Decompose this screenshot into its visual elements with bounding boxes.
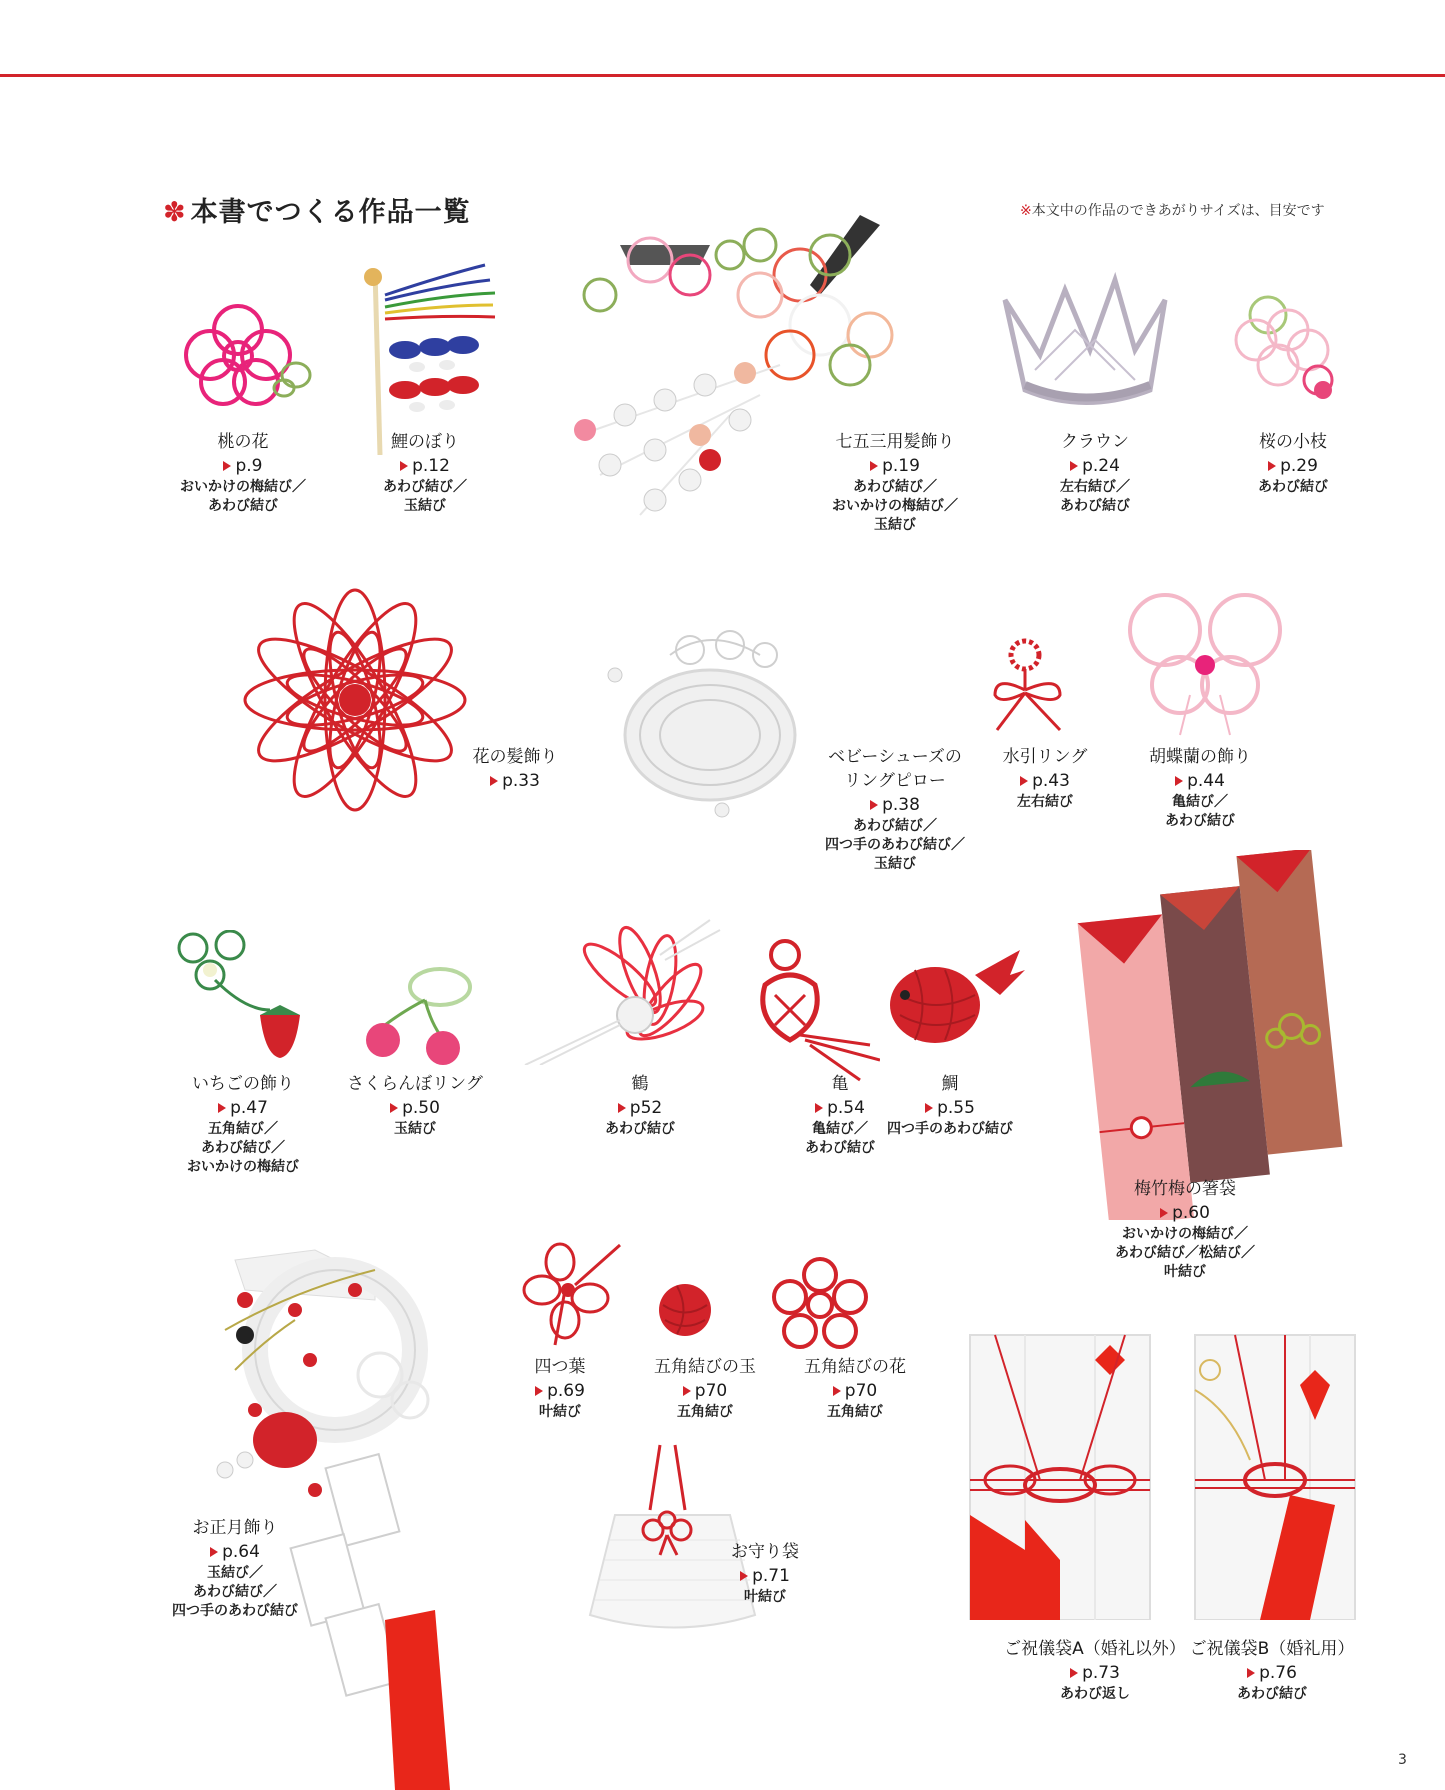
work-name: 桃の花 <box>217 432 269 452</box>
work-caption <box>1075 1177 1295 1282</box>
knot-type: あわび結び／ <box>201 1140 285 1156</box>
page-reference-text: p.60 <box>1172 1203 1210 1223</box>
knot-type: あわび結び <box>605 1121 675 1137</box>
triangle-right-icon <box>683 1386 691 1396</box>
page-reference-text: p.43 <box>1032 771 1070 791</box>
work-name: ご祝儀袋A（婚礼以外） <box>1004 1639 1186 1659</box>
work-caption <box>655 1540 875 1607</box>
knot-type: 亀結び／ <box>1172 794 1228 810</box>
page-reference-text: p.24 <box>1082 456 1120 476</box>
knot-type: あわび返し <box>1060 1686 1130 1702</box>
work-name: 五角結びの花 <box>804 1357 906 1377</box>
work-name: お守り袋 <box>731 1542 799 1562</box>
crown-photo <box>995 270 1175 420</box>
hashibukuro-photo <box>1070 850 1350 1220</box>
kame-photo <box>730 935 880 1085</box>
work-name: 四つ葉 <box>534 1357 586 1377</box>
work-name: お正月飾り <box>192 1518 278 1538</box>
tsuru-photo <box>520 915 730 1065</box>
page-reference-text: p70 <box>694 1381 728 1401</box>
knot-type: あわび結び／ <box>383 479 467 495</box>
knot-type: 叶結び <box>744 1589 786 1605</box>
page-reference[interactable] <box>530 1096 750 1120</box>
knot-type: 叶結び <box>1164 1264 1206 1280</box>
knot-type: 四つ手のあわび結び／ <box>825 837 965 853</box>
triangle-right-icon <box>815 1103 823 1113</box>
triangle-right-icon <box>618 1103 626 1113</box>
work-name: 胡蝶蘭の飾り <box>1149 747 1251 767</box>
triangle-right-icon <box>390 1103 398 1113</box>
work-caption <box>1162 1637 1382 1704</box>
page-title-text: 本書でつくる作品一覧 <box>190 197 471 228</box>
knot-type: 亀結び／ <box>812 1121 868 1137</box>
ichigo-photo <box>175 930 325 1060</box>
page-reference-text: p.54 <box>827 1098 865 1118</box>
triangle-right-icon <box>400 461 408 471</box>
tai-photo <box>880 945 1030 1055</box>
page-reference[interactable] <box>745 1379 965 1403</box>
knot-type: 四つ手のあわび結び <box>172 1603 298 1619</box>
gokaku-tama-photo <box>655 1280 715 1340</box>
work-name: 鶴 <box>631 1074 649 1094</box>
knot-type: あわび結び <box>208 498 278 514</box>
triangle-right-icon <box>490 776 498 786</box>
triangle-right-icon <box>218 1103 226 1113</box>
knot-type: あわび結び <box>805 1140 875 1156</box>
momo-no-hana-photo <box>178 300 318 410</box>
flower-icon: ✽ <box>163 197 187 228</box>
knot-type: 左右結び <box>1017 794 1073 810</box>
page-reference-text: p.33 <box>502 771 540 791</box>
page-reference-text: p.38 <box>882 795 920 815</box>
yotsuba-photo <box>520 1240 630 1350</box>
page-reference[interactable] <box>985 454 1205 478</box>
work-caption <box>315 430 535 516</box>
work-name: 亀 <box>831 1074 849 1094</box>
page-reference[interactable] <box>655 1564 875 1588</box>
top-rule <box>0 74 1445 77</box>
work-name: 桜の小枝 <box>1259 432 1327 452</box>
knot-type: 五角結び <box>827 1404 883 1420</box>
page-reference[interactable] <box>405 769 625 793</box>
page-reference-text: p52 <box>629 1098 663 1118</box>
knot-type: 左右結び／ <box>1060 479 1130 495</box>
note-mark: ※ <box>1020 203 1032 219</box>
mizuhiki-ring-photo <box>975 635 1095 735</box>
triangle-right-icon <box>1020 776 1028 786</box>
page-reference[interactable] <box>785 454 1005 478</box>
knot-type: おいかけの梅結び／ <box>180 479 306 495</box>
knot-type: 叶結び <box>539 1404 581 1420</box>
work-name: 鯛 <box>941 1074 959 1094</box>
knot-type: 玉結び <box>874 856 916 872</box>
page-reference[interactable] <box>1162 1661 1382 1685</box>
work-name: 水引リング <box>1002 747 1088 767</box>
page-reference-text: p.50 <box>402 1098 440 1118</box>
goshugibukuro-a-photo <box>965 1330 1155 1620</box>
page-reference[interactable] <box>305 1096 525 1120</box>
knot-type: おいかけの梅結び <box>187 1159 299 1175</box>
page-reference[interactable] <box>315 454 535 478</box>
triangle-right-icon <box>870 461 878 471</box>
triangle-right-icon <box>210 1547 218 1557</box>
work-caption <box>125 1516 345 1621</box>
knot-type: あわび結び <box>1060 498 1130 514</box>
work-name: 梅竹梅の箸袋 <box>1134 1179 1236 1199</box>
triangle-right-icon <box>740 1571 748 1581</box>
triangle-right-icon <box>223 461 231 471</box>
page-reference-text: p.71 <box>752 1566 790 1586</box>
page-reference-text: p.29 <box>1280 456 1318 476</box>
knot-type: おいかけの梅結び／ <box>832 498 958 514</box>
knot-type: 五角結び <box>677 1404 733 1420</box>
work-caption <box>840 1072 1060 1139</box>
triangle-right-icon <box>1160 1208 1168 1218</box>
triangle-right-icon <box>535 1386 543 1396</box>
work-caption <box>785 430 1005 535</box>
knot-type: 四つ手のあわび結び <box>887 1121 1013 1137</box>
koinobori-photo <box>345 255 505 455</box>
triangle-right-icon <box>870 800 878 810</box>
work-name: さくらんぼリング <box>347 1074 483 1094</box>
page-reference[interactable] <box>840 1096 1060 1120</box>
knot-type: 五角結び／ <box>208 1121 278 1137</box>
page-reference-text: p.64 <box>222 1542 260 1562</box>
page-reference-text: p.76 <box>1259 1663 1297 1683</box>
work-name: 五角結びの玉 <box>654 1357 756 1377</box>
knot-type: 玉結び／ <box>207 1565 263 1581</box>
page-title <box>163 190 471 229</box>
triangle-right-icon <box>925 1103 933 1113</box>
triangle-right-icon <box>1247 1668 1255 1678</box>
work-name: 七五三用髪飾り <box>835 432 955 452</box>
sakura-koeda-photo <box>1228 290 1348 420</box>
triangle-right-icon <box>1268 461 1276 471</box>
page-reference-text: p.9 <box>235 456 263 476</box>
work-name: 鯉のぼり <box>391 432 459 452</box>
work-caption <box>1183 430 1403 497</box>
knot-type: 玉結び <box>874 517 916 533</box>
page-reference[interactable] <box>1075 1201 1295 1225</box>
knot-type: 玉結び <box>404 498 446 514</box>
work-name: クラウン <box>1061 432 1129 452</box>
knot-type: あわび結び／ <box>193 1584 277 1600</box>
gokaku-hana-photo <box>770 1255 870 1355</box>
knot-type: あわび結び／ <box>853 818 937 834</box>
page-reference-text: p.19 <box>882 456 920 476</box>
work-name: いちごの飾り <box>192 1074 294 1094</box>
triangle-right-icon <box>1175 776 1183 786</box>
work-name: 花の髪飾り <box>472 747 558 767</box>
knot-type: 玉結び <box>394 1121 436 1137</box>
work-caption <box>305 1072 525 1139</box>
page-reference[interactable] <box>125 1540 345 1564</box>
knot-type: あわび結び <box>1165 813 1235 829</box>
knot-type: あわび結び <box>1237 1686 1307 1702</box>
knot-type: あわび結び <box>1258 479 1328 495</box>
page-reference-text: p.55 <box>937 1098 975 1118</box>
sakuranbo-photo <box>355 965 485 1065</box>
kochoran-photo <box>1120 585 1290 745</box>
knot-type: あわび結び／ <box>853 479 937 495</box>
page-reference-text: p.69 <box>547 1381 585 1401</box>
work-caption <box>745 1355 965 1422</box>
work-name-line2: リングピロー <box>844 771 946 791</box>
work-caption <box>405 745 625 793</box>
page-number: 3 <box>1398 1752 1407 1768</box>
knot-type: あわび結び／松結び／ <box>1115 1245 1255 1261</box>
work-name: ご祝儀袋B（婚礼用） <box>1189 1639 1355 1659</box>
size-note <box>1020 200 1325 220</box>
triangle-right-icon <box>833 1386 841 1396</box>
triangle-right-icon <box>1070 1668 1078 1678</box>
goshugibukuro-b-photo <box>1190 1330 1360 1620</box>
page-reference-text: p70 <box>844 1381 878 1401</box>
page-reference[interactable] <box>1183 454 1403 478</box>
work-caption <box>530 1072 750 1139</box>
work-caption <box>1090 745 1310 831</box>
page-reference-text: p.44 <box>1187 771 1225 791</box>
knot-type: おいかけの梅結び／ <box>1122 1226 1248 1242</box>
page-reference-text: p.47 <box>230 1098 268 1118</box>
oshogatsu-photo <box>205 1240 475 1790</box>
page-reference-text: p.12 <box>412 456 450 476</box>
page-reference-text: p.73 <box>1082 1663 1120 1683</box>
work-name: ベビーシューズの <box>828 747 962 767</box>
work-caption <box>985 430 1205 516</box>
note-text: 本文中の作品のできあがりサイズは、目安です <box>1031 203 1325 219</box>
triangle-right-icon <box>1070 461 1078 471</box>
page-reference[interactable] <box>1090 769 1310 793</box>
